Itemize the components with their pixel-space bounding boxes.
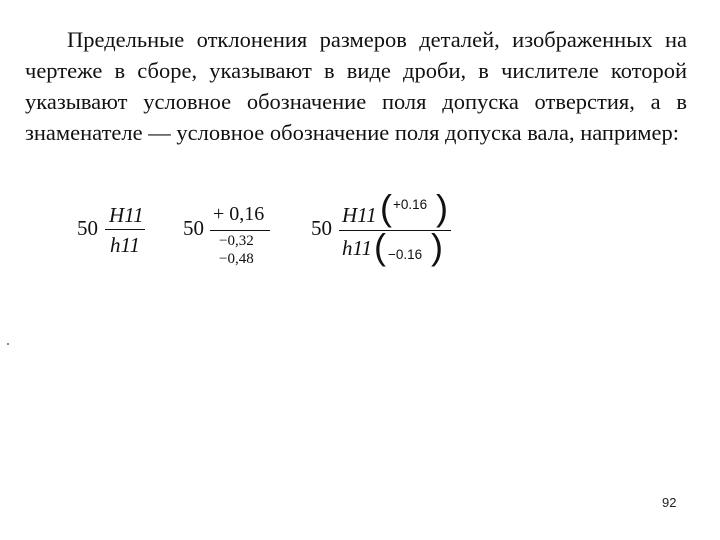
formula-3-open-paren-bottom: ( [374,226,386,267]
formula-1-numerator: H11 [109,203,144,227]
body-paragraph [25,24,687,148]
formula-3-numerator-tolerance: +0.16 [393,197,428,212]
stray-dot [7,343,9,345]
formula-3-numerator: H11 [342,203,377,227]
formula-3-size: 50 [311,216,332,240]
formula-2-denominator-lower: −0,48 [219,251,254,267]
formula-2-numerator: + 0,16 [213,203,265,225]
formula-1-denominator: h11 [110,233,140,257]
formula-2-size: 50 [183,216,204,240]
page-number: 92 [662,495,677,510]
formula-3-denominator-tolerance: −0.16 [388,247,423,262]
formula-3-open-paren-top: ( [380,187,392,228]
formula-1-size: 50 [77,216,98,240]
formula-1-fraction-line [105,229,145,230]
formula-2-denominator-upper: −0,32 [219,233,254,249]
paragraph-text: Предельные отклонения размеров деталей, изображенных на чертеже в сборе, указывают в виде дроби, в числителе которой указывают условное обозначение поля допуска отверстия, а в знаменателе — условное обозначение поля допуска вала, например: [25,27,687,145]
formula-3-close-paren-bottom: ) [431,226,443,267]
formula-3-denominator: h11 [342,236,372,260]
formula-2-fraction-line [210,230,270,231]
formula-3-close-paren-top: ) [436,187,448,228]
